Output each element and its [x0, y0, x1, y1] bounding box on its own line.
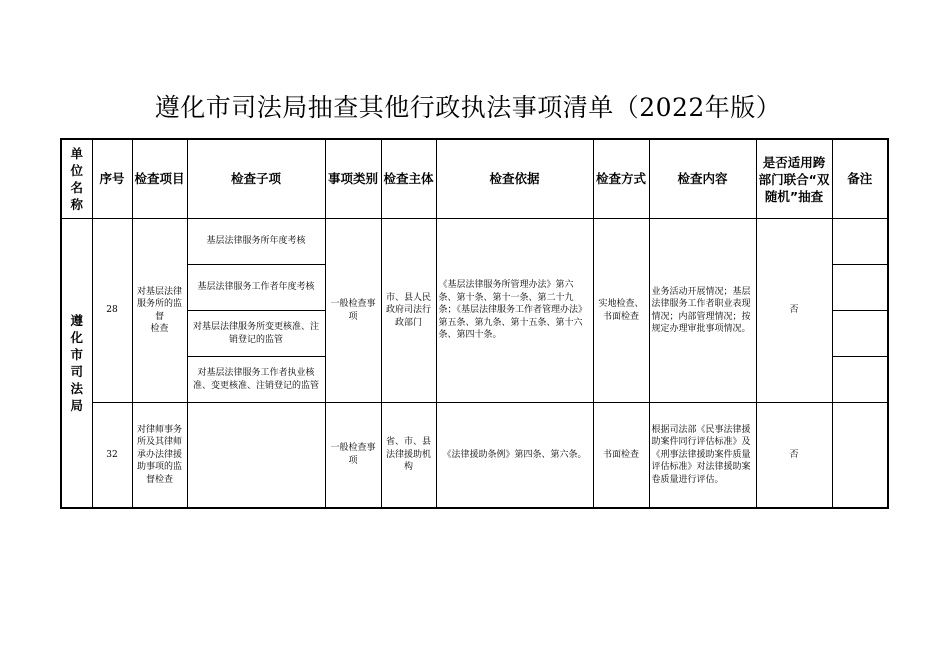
remark-cell — [832, 265, 888, 311]
table-row — [61, 403, 888, 508]
subitem-cell: 基层法律服务所年度考核 — [187, 219, 325, 265]
remark-cell — [832, 403, 888, 508]
page-title: 遵化市司法局抽查其他行政执法事项清单（2022年版） — [154, 93, 782, 122]
content-cell: 业务活动开展情况；基层法律服务工作者职业表现情况；内部管理情况；按规定办理审批事项情况。 — [649, 219, 756, 403]
header-unit — [61, 139, 92, 219]
remark-cell — [832, 219, 888, 265]
remark-cell — [832, 311, 888, 357]
header-content: 检查内容 — [649, 139, 756, 219]
item-text: 对基层法律服务所的监督 检查 — [136, 286, 182, 334]
method-cell: 实地检查、书面检查 — [593, 219, 649, 403]
unit-name-cell — [61, 219, 92, 508]
header-remark: 备注 — [832, 139, 888, 219]
category-cell: 一般检查事项 — [325, 403, 381, 508]
unit-name: 遵 化 市 司 法 局 — [70, 312, 83, 413]
inspection-table — [60, 138, 889, 509]
seq-cell: 28 — [92, 219, 132, 403]
header-item: 检查项目 — [132, 139, 187, 219]
basis-cell: 《基层法律服务所管理办法》第六条、第十条、第十一条、第二十九条；《基层法律服务工作者管理办法》第五条、第九条、第十五条、第十六条、第四十条。 — [436, 219, 593, 403]
header-method: 检查方式 — [593, 139, 649, 219]
header-seq: 序号 — [92, 139, 132, 219]
category-cell: 一般检查事项 — [325, 219, 381, 403]
header-subject: 检查主体 — [381, 139, 436, 219]
remark-cell — [832, 357, 888, 403]
method-cell: 书面检查 — [593, 403, 649, 508]
joint-cell: 否 — [756, 219, 832, 403]
header-basis: 检查依据 — [436, 139, 593, 219]
subitem-cell: 对基层法律服务所变更核准、注销登记的监管 — [187, 311, 325, 357]
subitem-cell — [187, 403, 325, 508]
basis-cell: 《法律援助条例》第四条、第六条。 — [436, 403, 593, 508]
header-joint: 是否适用跨部门联合“双随机”抽查 — [756, 139, 832, 219]
item-cell — [132, 219, 187, 403]
seq-cell: 32 — [92, 403, 132, 508]
item-cell: 对律师事务所及其律师承办法律援助事项的监督检查 — [132, 403, 187, 508]
subitem-cell: 对基层法律服务工作者执业核准、变更核准、注销登记的监管 — [187, 357, 325, 403]
content-cell: 根据司法部《民事法律援助案件同行评估标准》及《刑事法律援助案件质量评估标准》对法律援助案卷质量进行评估。 — [649, 403, 756, 508]
header-unit-text: 单 位 名 称 — [70, 146, 83, 212]
subject-cell: 市、县人民政府司法行政部门 — [381, 219, 436, 403]
header-subitem: 检查子项 — [187, 139, 325, 219]
header-category: 事项类别 — [325, 139, 381, 219]
joint-cell: 否 — [756, 403, 832, 508]
table-row — [61, 219, 888, 265]
header-row — [61, 139, 888, 219]
subject-cell: 省、市、县法律援助机构 — [381, 403, 436, 508]
subitem-cell: 基层法律服务工作者年度考核 — [187, 265, 325, 311]
